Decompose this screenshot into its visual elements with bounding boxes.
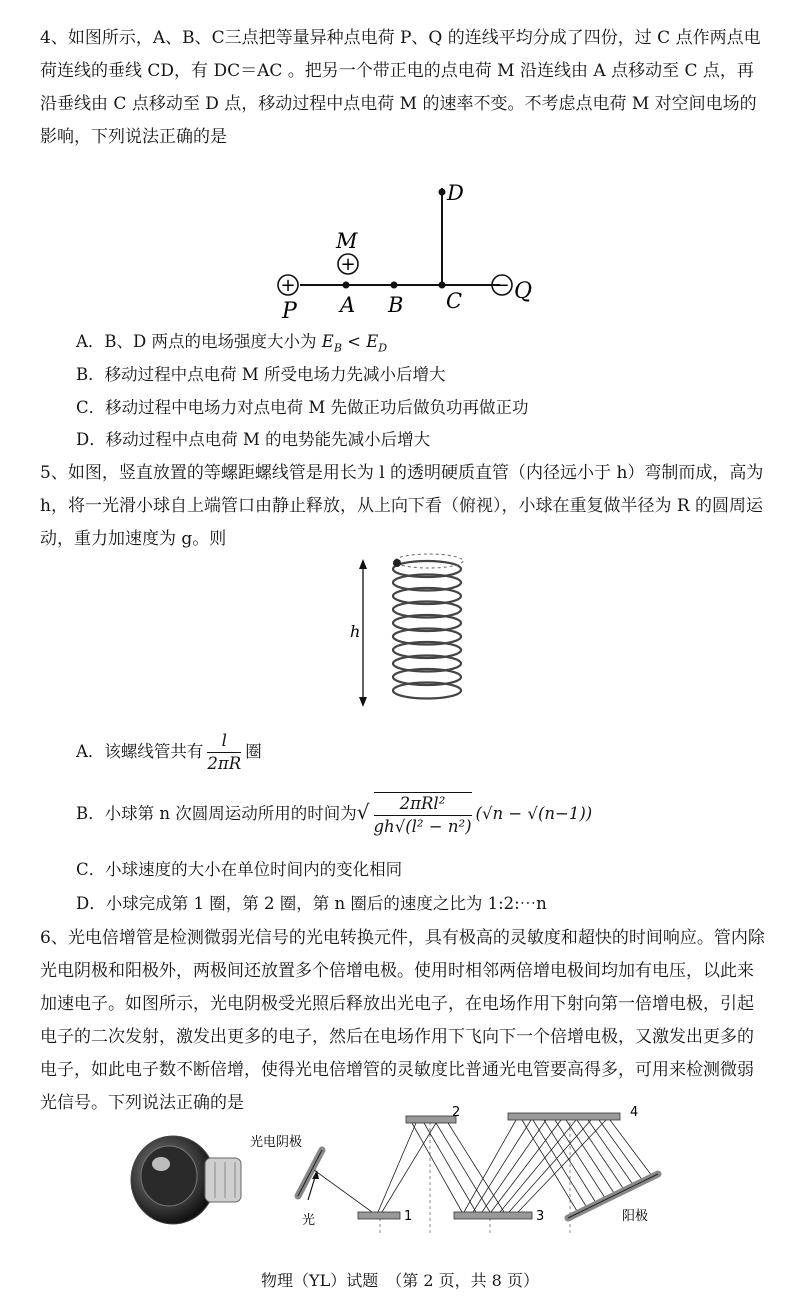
q5-option-d: D．小球完成第 1 圈，第 2 圈，第 n 圈后的速度之比为 1:2:⋯n [76, 894, 547, 913]
electron-path [382, 1123, 436, 1212]
charge-m-sign: + [340, 254, 356, 275]
electron-path [424, 1123, 476, 1212]
q4-figure [270, 180, 550, 330]
dynode-3 [454, 1212, 532, 1219]
q4-stem: 4、如图所示，A、B、C三点把等量异种点电荷 P、Q 的连线平均分成了四份，过 C 点作两点电荷连线的垂线 CD，有 DC＝AC 。把另一个带正电的点电荷 M 沿连线由 A 点移动至 C 点，再沿垂线由 C 点移动至 D 点，移动过程中点电荷 M 的速率不变。不考虑点电荷 M 对空间电场的影响，下列说法正确的是 [40, 28, 761, 147]
charge-p-sign: + [280, 275, 296, 296]
label-h: h [350, 622, 361, 641]
electron-path [610, 1120, 652, 1176]
charge-q-sign: − [494, 275, 510, 296]
label-dynode-1: 1 [404, 1209, 413, 1224]
label-c: C [446, 289, 463, 313]
label-dynode-2: 2 [452, 1105, 461, 1120]
q5-stem: 5、如图，竖直放置的等螺距螺线管是用长为 l 的透明硬质直管（内径远小于 h）弯制而成，高为 h，将一光滑小球自上端管口由静止释放，从上向下看（俯视），小球在重复做半径为 R 的圆周运动，重力加速度为 g。则 [40, 463, 764, 549]
electron-path [314, 1170, 372, 1212]
label-q: Q [514, 279, 533, 304]
point-a [343, 282, 350, 289]
q5-option-c: C．小球速度的大小在单位时间内的变化相同 [76, 860, 403, 879]
label-anode: 阳极 [622, 1209, 649, 1224]
dynode-1 [358, 1212, 400, 1219]
electron-path [588, 1120, 634, 1186]
electron-path [566, 1120, 616, 1196]
electron-path [544, 1120, 598, 1206]
coil-turns [393, 554, 463, 699]
label-d: D [447, 181, 464, 205]
electron-path [412, 1123, 462, 1212]
q4-option-b: B．移动过程中点电荷 M 所受电场力先减小后增大 [76, 365, 446, 384]
electron-path [464, 1120, 516, 1212]
electron-path [500, 1120, 576, 1212]
electron-path [436, 1123, 490, 1212]
label-light: 光 [302, 1213, 316, 1228]
electron-path [522, 1120, 580, 1216]
q5-option-a: A．该螺线管共有 $\frac{l}{2\pi R}$ 圈 [76, 731, 262, 773]
label-m: M [336, 229, 358, 253]
q4-option-c: C．移动过程中电场力对点电荷 M 先做正功后做负功再做正功 [76, 398, 529, 417]
electron-path [448, 1123, 504, 1212]
label-a: A [340, 293, 356, 317]
point-b [391, 282, 398, 289]
ball [393, 559, 401, 567]
photomultiplier-photo [125, 1128, 255, 1228]
q6-stem: 6、光电倍增管是检测微弱光信号的光电转换元件，具有极高的灵敏度和超快的时间响应。管内除光电阴极和阳极外，两极间还放置多个倍增电极。使用时相邻两倍增电极间均加有电压，以此来加速电子。如图所示，光电阴极受光照后释放出光电子，在电场作用下射向第一倍增电极，引起电子的二次发射，激发出更多的电子，然后在电场作用下飞向下一个倍增电极，又激发出更多的电子，如此电子数不断倍增，使得光电倍增管的灵敏度比普通光电管要高得多，可用来检测微弱光信号。下列说法正确的是 [40, 928, 765, 1113]
label-b: B [388, 293, 404, 317]
photomultiplier-diagram [240, 1105, 680, 1243]
electron-path [378, 1123, 416, 1212]
dynode-4 [508, 1113, 620, 1120]
point-d [439, 189, 446, 196]
q5-option-b: B．小球第 n 次圆周运动所用的时间为√ $\frac{\text{2πRl²}}{\text{gh√(l² − n²)}}$ (√n − √(n−1)) [76, 793, 593, 836]
q4-option-a: A．B、D 两点的电场强度大小为 $E_B < E_D$ [76, 332, 388, 355]
dynode-2 [406, 1116, 456, 1123]
label-dynode-3: 3 [536, 1209, 545, 1224]
label-dynode-4: 4 [630, 1105, 639, 1120]
q5-coil-figure [345, 555, 470, 715]
electron-path [533, 1120, 589, 1211]
label-cathode: 光电阴极 [250, 1135, 303, 1150]
page-footer: 物理（YL）试题 （第 2 页，共 8 页） [261, 1271, 539, 1290]
electron-path [482, 1120, 546, 1212]
q4-option-d: D．移动过程中点电荷 M 的电势能先减小后增大 [76, 430, 431, 449]
electron-path [599, 1120, 643, 1181]
point-c [439, 282, 446, 289]
electron-path [555, 1120, 607, 1201]
label-p: P [282, 299, 297, 324]
